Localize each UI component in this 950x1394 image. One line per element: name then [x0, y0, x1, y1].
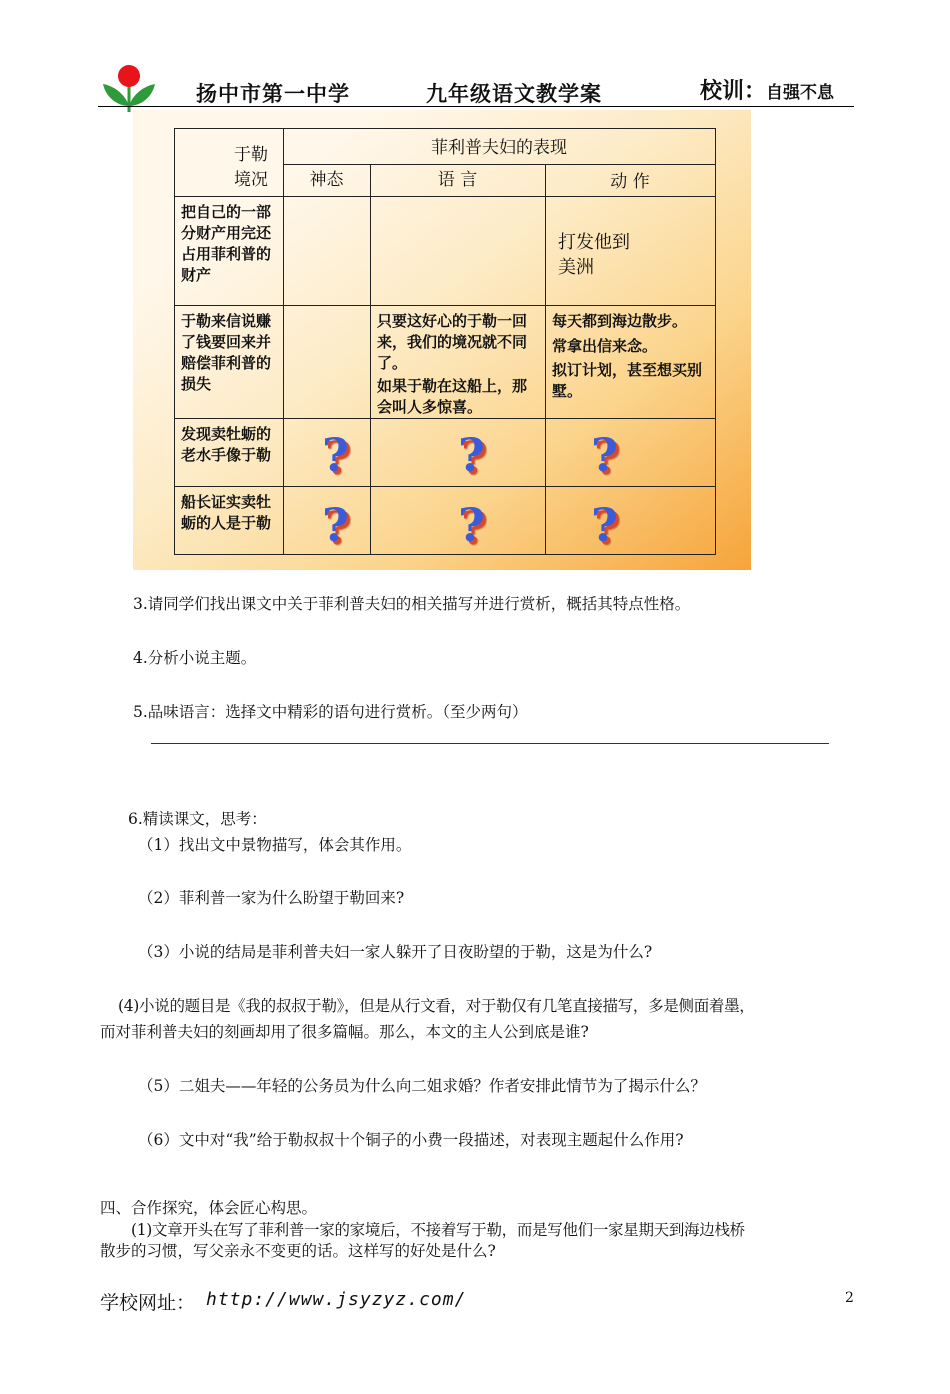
corner-label-line1: 于勒	[234, 145, 268, 165]
question-mark-icon: ?	[591, 428, 618, 482]
question-6-6: （6）文中对“我”给于勒叔叔十个铜子的小费一段描述，对表现主题起什么作用?	[138, 1131, 684, 1149]
answer-line	[151, 743, 829, 744]
question-6-2: （2）菲利普一家为什么盼望于勒回来?	[138, 889, 405, 907]
column-header-speech: 语 言	[437, 170, 478, 190]
question-6-4-line1: (4)小说的题目是《我的叔叔于勒》，但是从行文看，对于勒仅有几笔直接描写，多是侧面着墨，	[118, 997, 755, 1015]
question-mark-icon: ?	[591, 498, 618, 552]
row2-speech-2: 如果于勒在这船上，那会叫人多惊喜。	[377, 377, 528, 416]
header-school-name: 扬中市第一中学	[196, 81, 350, 106]
footer-url-link[interactable]: http://www.jsyzyz.com/	[206, 1289, 467, 1310]
table-border	[174, 128, 175, 554]
question-6-5: （5）二姐夫——年轻的公务员为什么向二姐求婚？作者安排此情节为了揭示什么？	[138, 1077, 706, 1095]
question-mark-icon: ?	[458, 428, 485, 482]
column-header-action: 动 作	[610, 172, 650, 192]
header-motto	[700, 74, 834, 105]
column-header-expression: 神态	[309, 170, 344, 190]
row2-action-2: 常拿出信来念。	[552, 337, 658, 355]
group-header: 菲利普夫妇的表现	[431, 138, 567, 158]
table-border	[174, 418, 716, 419]
row1-action: 打发他到美洲	[558, 232, 630, 278]
table-border	[174, 196, 716, 197]
table-border	[174, 305, 716, 306]
corner-label-line2: 境况	[234, 170, 268, 190]
section-4-item1-line2: 散步的习惯，写父亲永不变更的话。这样写的好处是什么?	[100, 1242, 496, 1260]
row2-action-3: 拟订计划，甚至想买别墅。	[552, 361, 703, 400]
question-5: 5.品味语言：选择文中精彩的语句进行赏析。（至少两句）	[133, 703, 528, 721]
motto-value: 自强不息	[766, 83, 835, 103]
table-border	[370, 164, 371, 554]
table-border	[283, 164, 716, 165]
table-border	[545, 164, 546, 554]
footer-url-label: 学校网址：	[100, 1292, 196, 1314]
row2-action-1: 每天都到海边散步。	[552, 312, 688, 330]
question-6: 6.精读课文，思考：	[128, 810, 267, 828]
table-border	[283, 128, 284, 554]
question-3: 3.请同学们找出课文中关于菲利普夫妇的相关描写并进行赏析，概括其特点性格。	[133, 595, 691, 613]
table-border	[174, 128, 716, 129]
question-mark-icon: ?	[458, 498, 485, 552]
row4-situation: 船长证实卖牡蛎的人是于勒	[181, 493, 272, 532]
question-mark-icon: ?	[322, 428, 349, 482]
question-mark-icon: ?	[322, 498, 349, 552]
table-border	[174, 486, 716, 487]
header-course-title: 九年级语文教学案	[426, 81, 602, 106]
table-border	[715, 128, 716, 554]
question-6-4-line2: 而对菲利普夫妇的刻画却用了很多篇幅。那么，本文的主人公到底是谁?	[100, 1023, 589, 1041]
row1-situation: 把自己的一部分财产用完还占用菲利普的财产	[181, 203, 272, 284]
header-divider	[98, 106, 854, 107]
row2-situation: 于勒来信说赚了钱要回来并赔偿菲利普的损失	[181, 312, 272, 393]
section-4-title: 四、合作探究，体会匠心构思。	[100, 1199, 318, 1217]
question-6-3: （3）小说的结局是菲利普夫妇一家人躲开了日夜盼望的于勒，这是为什么?	[138, 943, 653, 961]
question-6-1: （1）找出文中景物描写，体会其作用。	[138, 836, 412, 854]
section-4-item1-line1: (1)文章开头在写了菲利普一家的家境后，不接着写于勒，而是写他们一家星期天到海边栈桥	[131, 1221, 745, 1239]
question-4: 4.分析小说主题。	[133, 649, 257, 667]
page-number: 2	[845, 1290, 854, 1306]
table-border	[174, 554, 716, 555]
row3-situation: 发现卖牡蛎的老水手像于勒	[181, 425, 272, 464]
row2-speech-1: 只要这好心的于勒一回来，我们的境况就不同了。	[377, 312, 528, 372]
motto-label: 校训：	[700, 79, 767, 104]
